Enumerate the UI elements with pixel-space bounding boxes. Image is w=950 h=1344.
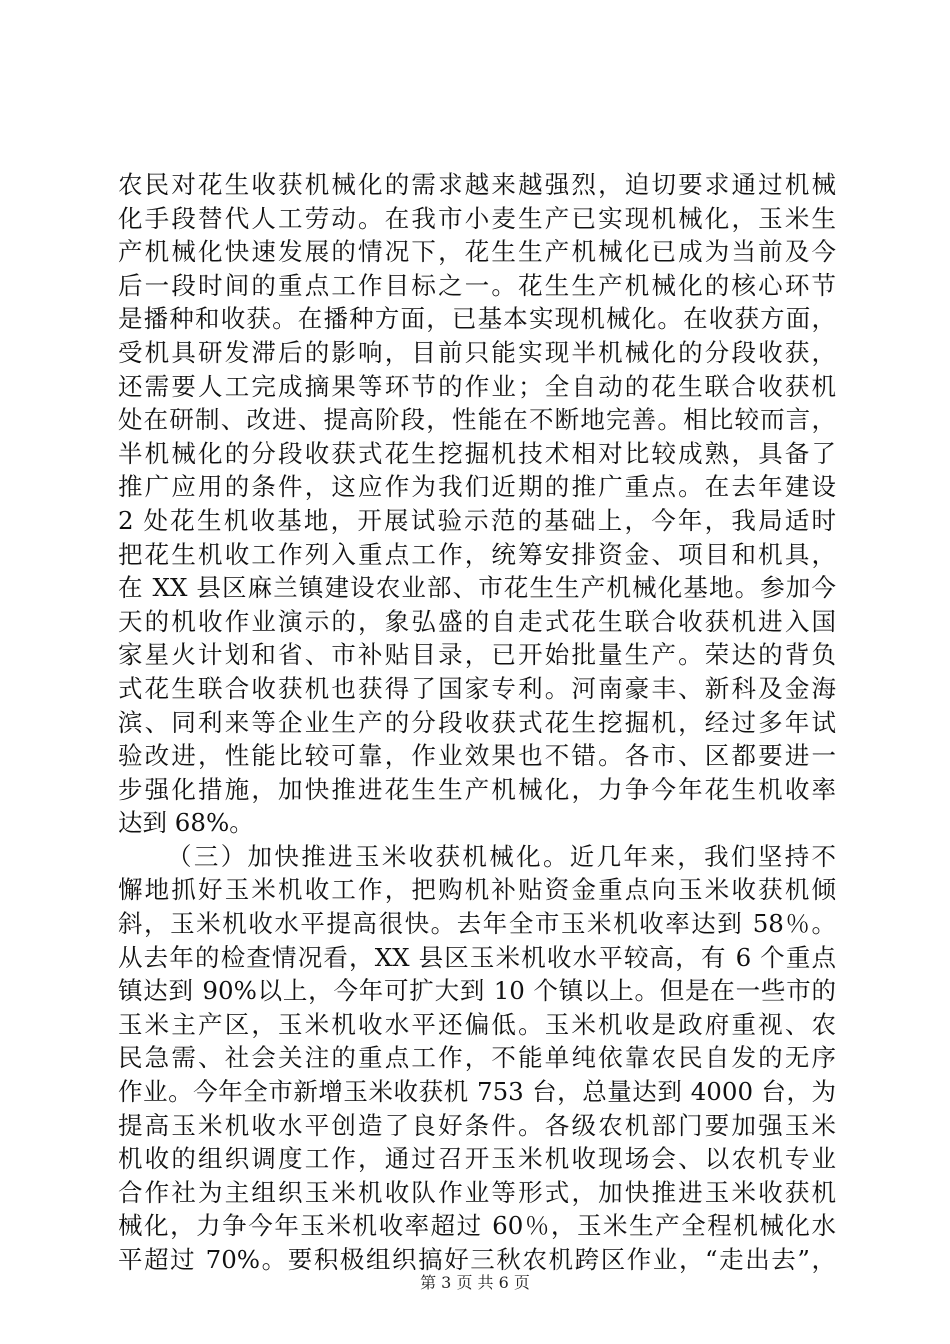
text-line: 天的机收作业演示的，象弘盛的自走式花生联合收获机进入国: [118, 606, 836, 636]
page-footer: 第 3 页 共 6 页: [420, 1273, 530, 1292]
text-line: 处在研制、改进、提高阶段，性能在不断地完善。相比较而言，: [118, 405, 836, 435]
body-text: [118, 168, 836, 1277]
text-line: 把花生机收工作列入重点工作，统筹安排资金、项目和机具，: [118, 539, 836, 569]
text-line: 半机械化的分段收获式花生挖掘机技术相对比较成熟，具备了: [118, 438, 836, 468]
text-line: 2 处花生机收基地，开展试验示范的基础上，今年，我局适时: [118, 505, 836, 535]
text-line: 机收的组织调度工作，通过召开玉米机收现场会、以农机专业: [118, 1144, 836, 1174]
text-line: 是播种和收获。在播种方面，已基本实现机械化。在收获方面，: [118, 304, 836, 334]
text-line: 合作社为主组织玉米机收队作业等形式，加快推进玉米收获机: [118, 1177, 836, 1207]
text-line: 提高玉米机收水平创造了良好条件。各级农机部门要加强玉米: [118, 1110, 836, 1140]
text-line: 在 XX 县区麻兰镇建设农业部、市花生生产机械化基地。参加今: [118, 573, 836, 603]
text-line: 懈地抓好玉米机收工作，把购机补贴资金重点向玉米收获机倾: [118, 875, 836, 905]
text-line: 械化，力争今年玉米机收率超过 60％，玉米生产全程机械化水: [118, 1211, 836, 1241]
text-line: 后一段时间的重点工作目标之一。花生生产机械化的核心环节: [118, 270, 836, 300]
text-line: 式花生联合收获机也获得了国家专利。河南豪丰、新科及金海: [118, 673, 836, 703]
text-line: 推广应用的条件，这应作为我们近期的推广重点。在去年建设: [118, 472, 836, 502]
paragraph: [118, 168, 836, 840]
text-line: 家星火计划和省、市补贴目录，已开始批量生产。荣达的背负: [118, 640, 836, 670]
text-line: 滨、同利来等企业生产的分段收获式花生挖掘机，经过多年试: [118, 707, 836, 737]
text-line: 步强化措施，加快推进花生生产机械化，力争今年花生机收率: [118, 774, 836, 804]
text-line: 作业。今年全市新增玉米收获机 753 台，总量达到 4000 台，为: [118, 1077, 836, 1107]
text-line: 斜，玉米机收水平提高很快。去年全市玉米机收率达到 58％。: [118, 909, 836, 939]
text-line: 化手段替代人工劳动。在我市小麦生产已实现机械化，玉米生: [118, 203, 836, 233]
text-line: 还需要人工完成摘果等环节的作业；全自动的花生联合收获机: [118, 371, 836, 401]
text-line: 平超过 70%。要积极组织搞好三秋农机跨区作业，“走出去”，: [118, 1245, 836, 1274]
text-line: 产机械化快速发展的情况下，花生生产机械化已成为当前及今: [118, 237, 836, 267]
text-line: 玉米主产区，玉米机收水平还偏低。玉米机收是政府重视、农: [118, 1009, 836, 1039]
paragraph: [118, 840, 836, 1277]
text-line: 从去年的检查情况看，XX 县区玉米机收水平较高，有 6 个重点: [118, 942, 836, 972]
text-line: （三）加快推进玉米收获机械化。近几年来，我们坚持不: [167, 841, 836, 871]
text-line: 达到 68%。: [118, 808, 254, 838]
text-line: 镇达到 90%以上，今年可扩大到 10 个镇以上。但是在一些市的: [118, 976, 836, 1006]
text-line: 受机具研发滞后的影响，目前只能实现半机械化的分段收获，: [118, 337, 836, 367]
text-line: 验改进，性能比较可靠，作业效果也不错。各市、区都要进一: [118, 741, 836, 771]
text-line: 农民对花生收获机械化的需求越来越强烈，迫切要求通过机械: [118, 170, 836, 199]
text-line: 民急需、社会关注的重点工作，不能单纯依靠农民自发的无序: [118, 1043, 836, 1073]
